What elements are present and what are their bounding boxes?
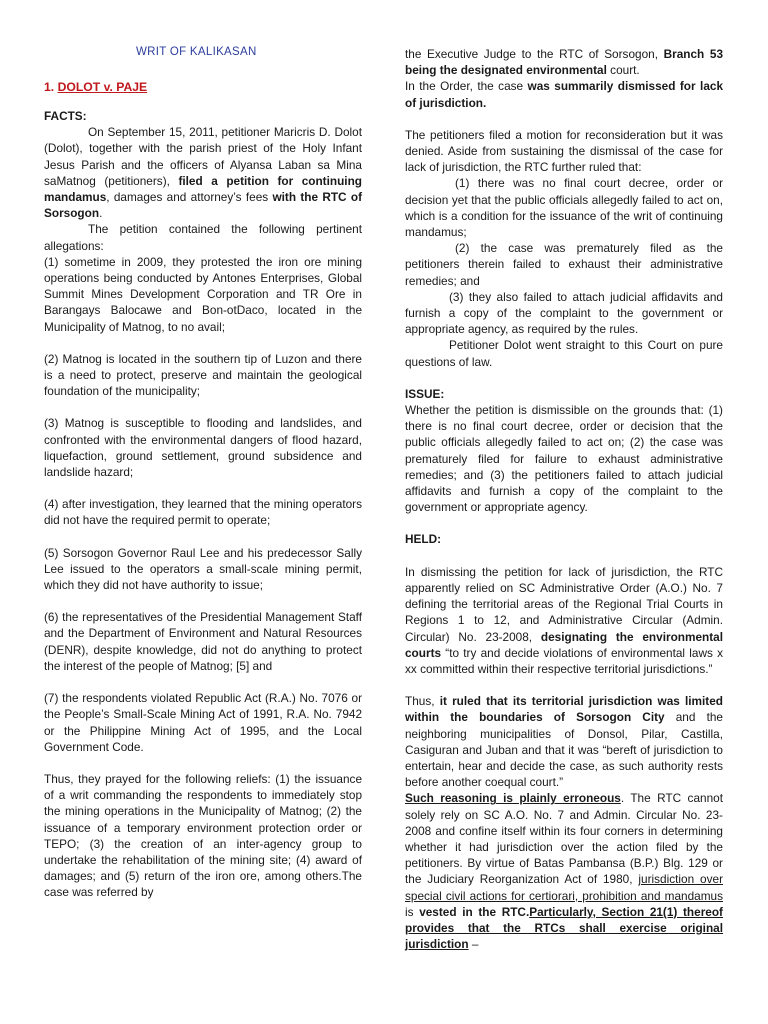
allegation-4: (4) after investigation, they learned that the mining operators did not have the required permit to operate; bbox=[44, 497, 362, 528]
dolot-paragraph: Petitioner Dolot went straight to this Court on pure questions of law. bbox=[405, 338, 723, 369]
document-title: WRIT OF KALIKASAN bbox=[136, 46, 257, 58]
allegation-6: (6) the representatives of the Presidential Management Staff and the Department of Environment and Natural Resources (DENR), despite knowledge, did not do anything to protect the interest of the people of Matnog; [5] and bbox=[44, 610, 362, 673]
ruling-2: (2) the case was prematurely filed as the petitioners therein failed to exhaust their administrative remedies; and bbox=[405, 241, 723, 288]
allegation-3: (3) Matnog is susceptible to flooding and landslides, and confronted with the environmental dangers of flood hazard, liquefaction, ground settlement, ground subsidence and landslide hazard; bbox=[44, 416, 362, 480]
order-paragraph: In the Order, the case was summarily dismissed for lack of jurisdiction. bbox=[405, 79, 723, 110]
held-label: HELD: bbox=[405, 532, 442, 547]
facts-paragraph-1: On September 15, 2011, petitioner Maricris D. Dolot (Dolot), together with the parish priest of the Holy Infant Jesus Parish and the officers of Alyansa Laban sa Mina saMatnog (petitioners), filed a petition for continuing mandamus, damages and attorney’s fees with the RTC of Sorsogon. bbox=[44, 125, 363, 221]
facts-paragraph-2: The petition contained the following pertinent allegations: bbox=[44, 222, 362, 253]
issue-paragraph: Whether the petition is dismissible on the grounds that: (1) there is no final court decree, order or decision that the public officials allegedly failed to act on; (2) the case was prematurely filed for failure to exhaust administrative remedies; and (3) the petitioners failed to attach judicial affidavits and furnish a copy of the complaint to the government or appropriate agency. bbox=[405, 403, 723, 515]
ruling-3: (3) they also failed to attach judicial affidavits and furnish a copy of the complaint to the government or appropriate agency, as required by the rules. bbox=[405, 289, 723, 337]
allegation-7: (7) the respondents violated Republic Act (R.A.) No. 7076 or the People’s Small-Scale Mining Act of 1991, R.A. No. 7942 or the Philippine Mining Act of 1995, and the Local Government Code. bbox=[44, 691, 362, 754]
reliefs-paragraph: Thus, they prayed for the following reliefs: (1) the issuance of a writ commanding the respondents to immediately stop the mining operations in the Municipality of Matnog; (2) the issuance of a temporary environment protection order or TEPO; (3) the creation of an inter-agency group to undertake the rehabilitation of the mining site; (4) award of damages; and (5) return of the iron ore, among others.The case was referred by bbox=[44, 771, 362, 900]
facts-label: FACTS: bbox=[44, 109, 87, 123]
held-paragraph-3: Such reasoning is plainly erroneous. The RTC cannot solely rely on SC A.O. No. 7 and Admin. Circular No. 23-2008 and confine itself within its four corners in determining whether it had jurisdiction over the action filed by the petitioners. By virtue of Batas Pambansa (B.P.) Blg. 129 or the Judiciary Reorganization Act of 1980, jurisdiction over special civil actions for certiorari, prohibition and mandamus is vested in the RTC.Particularly, Section 21(1) thereof provides that the RTCs shall exercise original jurisdiction – bbox=[405, 791, 723, 952]
case-name: DOLOT v. PAJE bbox=[57, 80, 148, 94]
case-heading bbox=[44, 80, 147, 94]
right-column bbox=[405, 46, 723, 952]
allegation-5: (5) Sorsogon Governor Raul Lee and his predecessor Sally Lee issued to the operators a small-scale mining permit, which they did not have authority to issue; bbox=[44, 545, 362, 593]
allegation-2: (2) Matnog is located in the southern tip of Luzon and there is a need to protect, preserve and maintain the geological foundation of the municipality; bbox=[44, 351, 362, 399]
case-number: 1. bbox=[44, 80, 55, 94]
left-column bbox=[44, 108, 362, 901]
reconsideration-paragraph: The petitioners filed a motion for reconsideration but it was denied. Aside from sustaining the dismissal of the case for lack of jurisdiction, the RTC further ruled that: bbox=[405, 127, 723, 175]
allegation-1: (1) sometime in 2009, they protested the iron ore mining operations being conducted by Antones Enterprises, Global Summit Mines Development Corporation and TR Ore in Barangays Balocawe and Bon-otDaco, located in the Municipality of Matnog, to no avail; bbox=[44, 254, 362, 334]
held-paragraph-2: Thus, it ruled that its territorial jurisdiction was limited within the boundaries of Sorsogon City and the neighboring municipalities of Donsol, Pilar, Castilla, Casiguran and Juban and that it was “bereft of jurisdiction to entertain, hear and decide the case, as such authority rests before another coequal court.” bbox=[405, 694, 723, 790]
issue-label: ISSUE: bbox=[405, 386, 445, 401]
held-paragraph-1: In dismissing the petition for lack of jurisdiction, the RTC apparently relied on SC Administrative Order (A.O.) No. 7 defining the territorial areas of the Regional Trial Courts in Regions 1 to 12, and Administrative Circular (Admin. Circular) No. 23-2008, designating the environmental courts “to try and decide violations of environmental laws x xx committed within their respective territorial jurisdictions.” bbox=[405, 564, 723, 676]
ruling-1: (1) there was no final court decree, order or decision yet that the public officials allegedly failed to act on, which is a condition for the issuance of the writ of continuing mandamus; bbox=[405, 176, 723, 240]
referral-paragraph: the Executive Judge to the RTC of Sorsogon, Branch 53 being the designated environmental court. bbox=[405, 47, 724, 78]
